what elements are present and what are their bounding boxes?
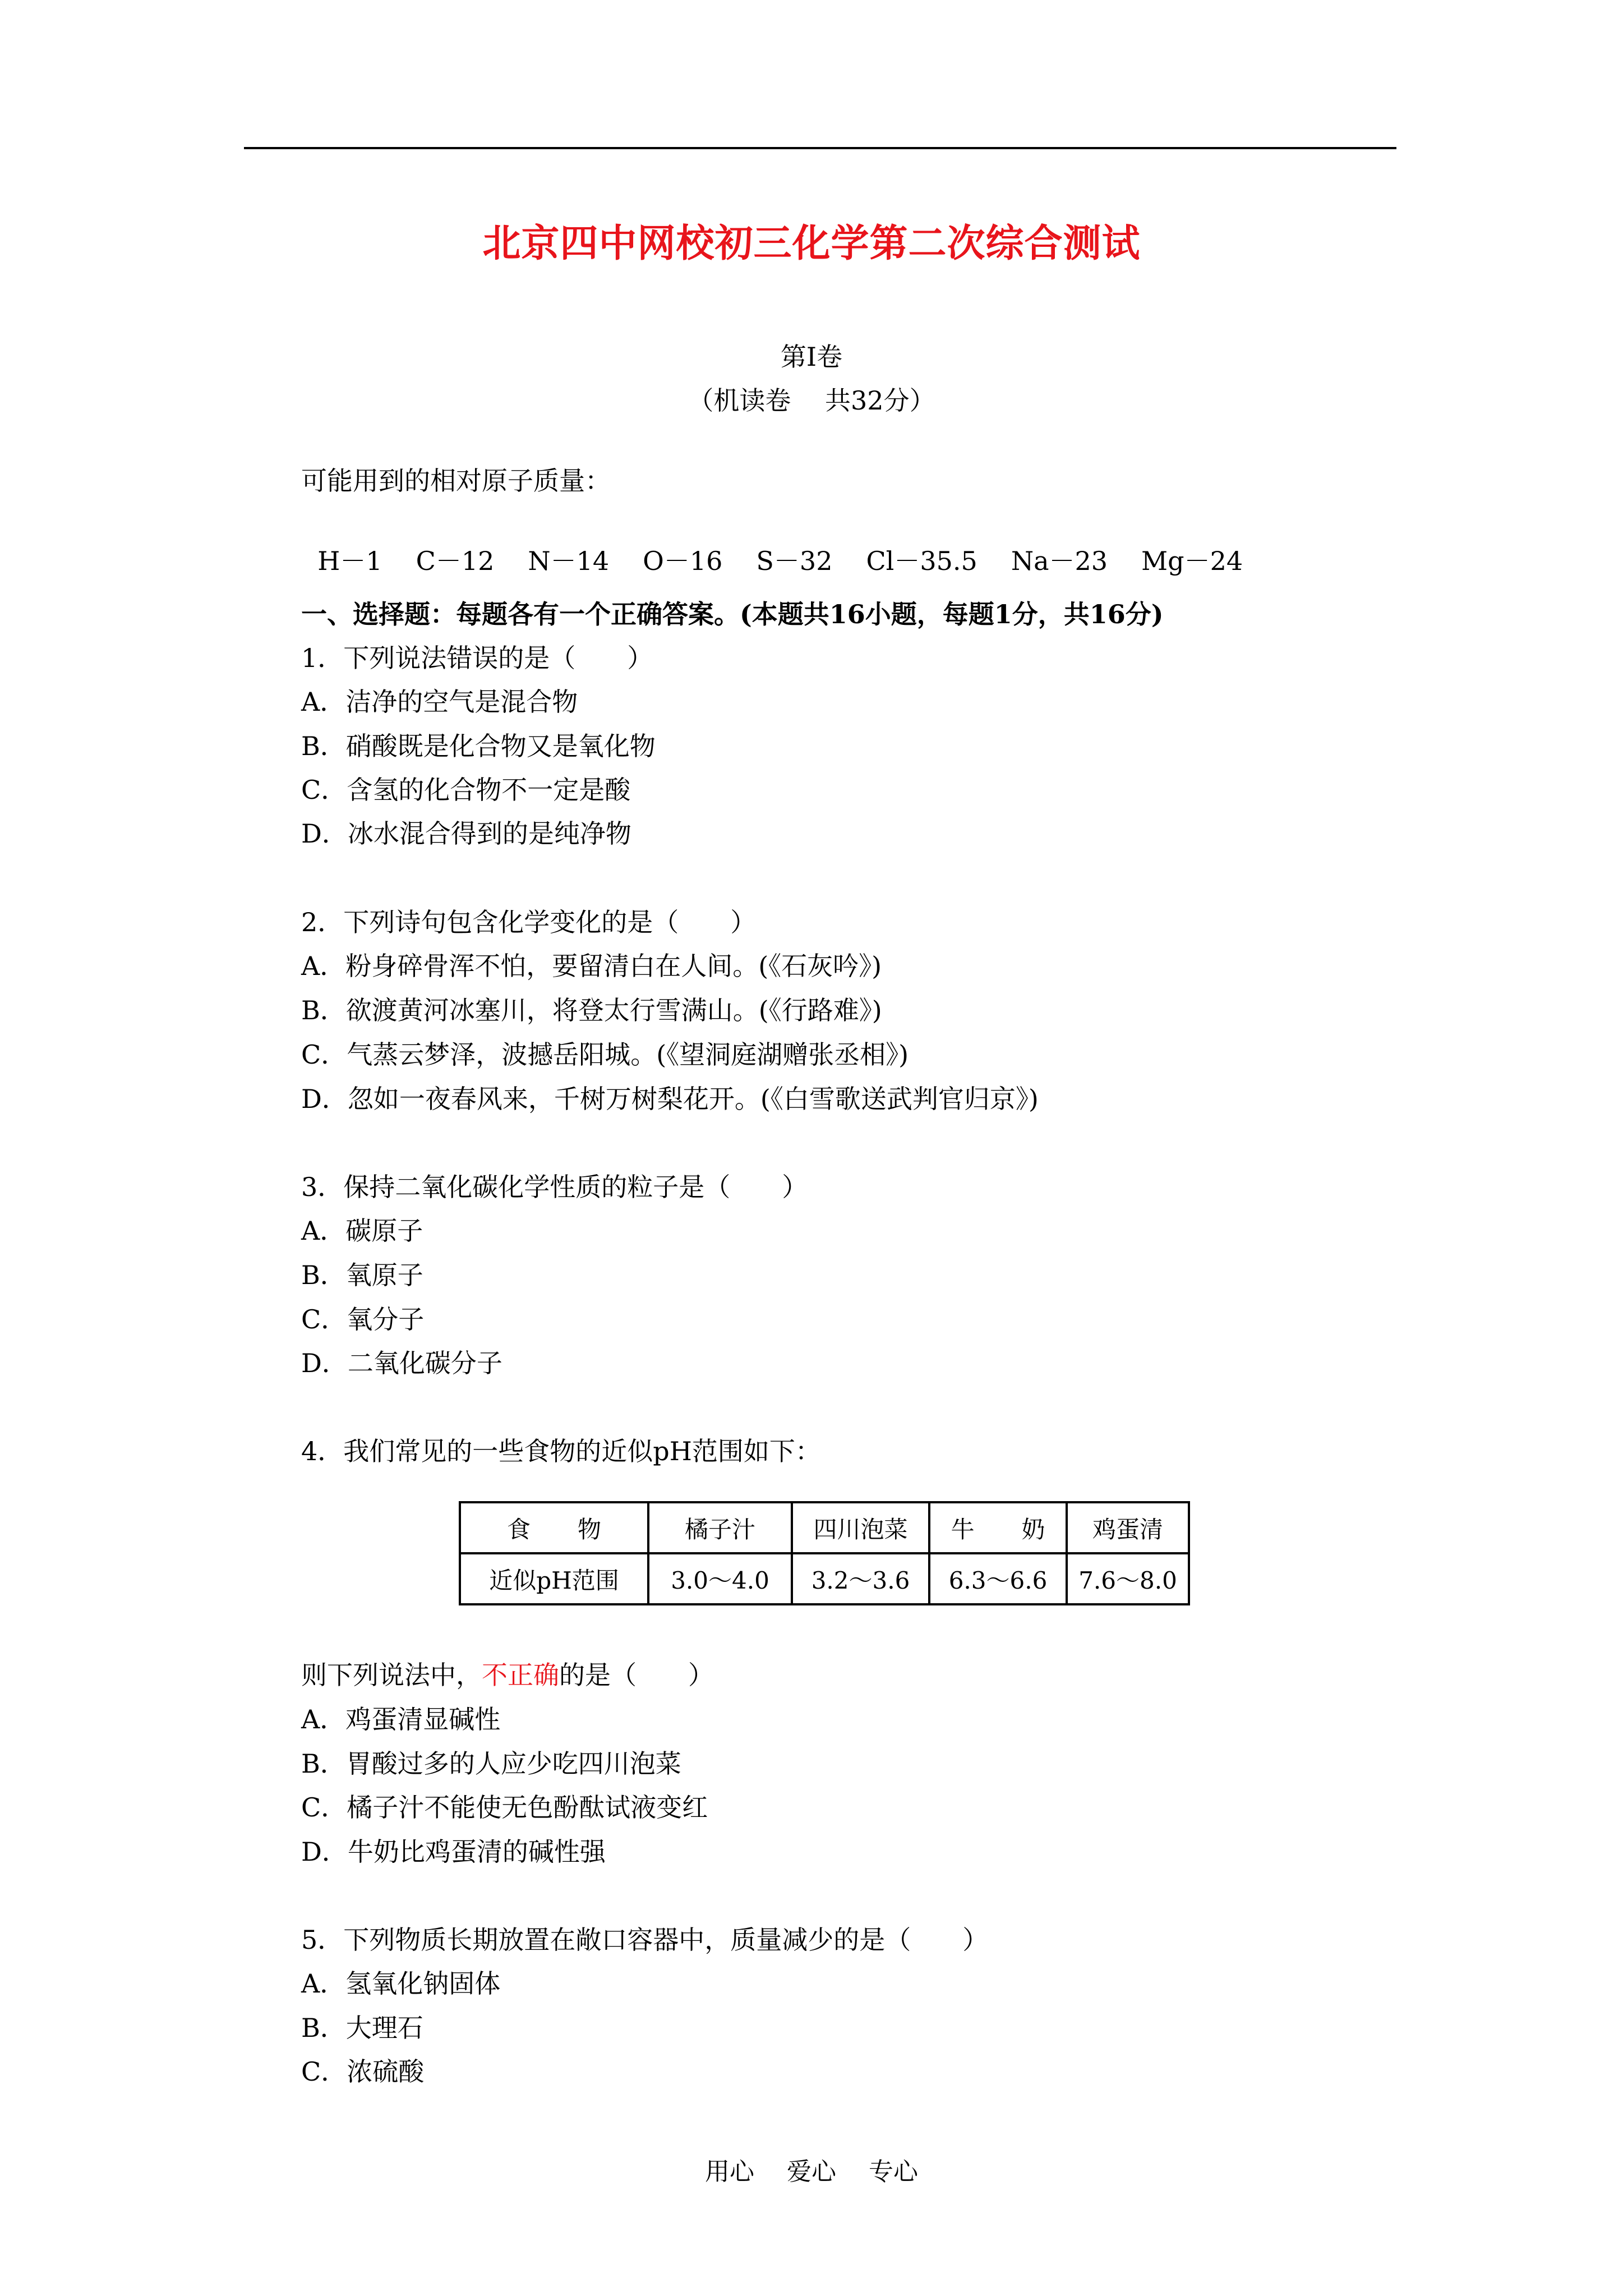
mass-item: Mg－24 xyxy=(1141,546,1243,576)
question-1-option-a: A．洁净的空气是混合物 xyxy=(301,687,578,717)
question-2-option-c: C．气蒸云梦泽，波撼岳阳城。(《望洞庭湖赠张丞相》) xyxy=(301,1039,909,1070)
question-2-option-a: A．粉身碎骨浑不怕，要留清白在人间。(《石灰吟》) xyxy=(301,951,882,981)
question-4-option-a: A．鸡蛋清显碱性 xyxy=(301,1704,501,1734)
page-title: 北京四中网校初三化学第二次综合测试 xyxy=(482,221,1141,266)
part1-heading: 一、选择题：每题各有一个正确答案。(本题共16小题，每题1分，共16分) xyxy=(301,599,1164,629)
table-row xyxy=(460,1502,1189,1553)
mass-item: C－12 xyxy=(416,546,495,576)
question-4-followup xyxy=(301,1658,714,1692)
atomic-mass-list xyxy=(301,510,1276,578)
table-header-cell: 牛 奶 xyxy=(929,1502,1067,1553)
volume-name: 第Ⅰ卷 xyxy=(780,342,843,372)
volume-note: （机读卷 共32分） xyxy=(688,385,935,416)
question-5-stem: 5．下列物质长期放置在敞口容器中，质量减少的是（ ） xyxy=(301,1925,989,1955)
table-cell: 近似pH范围 xyxy=(460,1553,648,1604)
table-header-cell: 鸡蛋清 xyxy=(1067,1502,1189,1553)
question-1-option-c: C．含氢的化合物不一定是酸 xyxy=(301,775,631,805)
followup-text: 的是（ ） xyxy=(559,1660,714,1690)
question-1-stem: 1．下列说法错误的是（ ） xyxy=(301,643,653,673)
mass-item: S－32 xyxy=(756,546,833,576)
question-1-option-d: D．冰水混合得到的是纯净物 xyxy=(301,818,631,849)
question-4-option-d: D．牛奶比鸡蛋清的碱性强 xyxy=(301,1837,606,1867)
mass-item: N－14 xyxy=(528,546,610,576)
question-5-option-a: A．氢氧化钠固体 xyxy=(301,1968,501,1999)
question-3-option-b: B．氧原子 xyxy=(301,1260,423,1290)
atomic-mass-label: 可能用到的相对原子质量： xyxy=(301,466,611,496)
table-cell: 7.6～8.0 xyxy=(1067,1553,1189,1604)
question-2-option-b: B．欲渡黄河冰塞川，将登太行雪满山。(《行路难》) xyxy=(301,995,882,1025)
table-header-cell: 四川泡菜 xyxy=(792,1502,929,1553)
table-header-cell: 食 物 xyxy=(460,1502,648,1553)
question-3-stem: 3．保持二氧化碳化学性质的粒子是（ ） xyxy=(301,1172,808,1202)
mass-item: Cl－35.5 xyxy=(866,546,978,576)
header-rule xyxy=(244,147,1396,149)
question-2-option-d: D．忽如一夜春风来，千树万树梨花开。(《白雪歌送武判官归京》) xyxy=(301,1084,1039,1114)
followup-text: 则下列说法中， xyxy=(301,1660,482,1690)
mass-item: O－16 xyxy=(643,546,723,576)
question-2-stem: 2．下列诗句包含化学变化的是（ ） xyxy=(301,907,757,937)
table-header-cell: 橘子汁 xyxy=(648,1502,792,1553)
table-row xyxy=(460,1553,1189,1604)
question-3-option-c: C．氧分子 xyxy=(301,1304,425,1335)
question-1-option-b: B．硝酸既是化合物又是氧化物 xyxy=(301,731,656,761)
question-4-option-c: C．橘子汁不能使无色酚酞试液变红 xyxy=(301,1792,708,1823)
question-4-option-b: B．胃酸过多的人应少吃四川泡菜 xyxy=(301,1749,681,1779)
question-3-option-d: D．二氧化碳分子 xyxy=(301,1348,502,1378)
table-cell: 6.3～6.6 xyxy=(929,1553,1067,1604)
mass-item: H－1 xyxy=(317,546,382,576)
question-3-option-a: A．碳原子 xyxy=(301,1216,423,1246)
question-5-option-c: C．浓硫酸 xyxy=(301,2056,425,2087)
mass-item: Na－23 xyxy=(1011,546,1108,576)
question-4-stem: 4．我们常见的一些食物的近似pH范围如下： xyxy=(301,1436,821,1466)
table-cell: 3.2～3.6 xyxy=(792,1553,929,1604)
table-cell: 3.0～4.0 xyxy=(648,1553,792,1604)
question-5-option-b: B．大理石 xyxy=(301,2013,423,2043)
page-footer: 用心 爱心 专心 xyxy=(705,2157,918,2186)
emphasis-text: 不正确 xyxy=(482,1660,559,1690)
ph-table xyxy=(459,1501,1190,1605)
